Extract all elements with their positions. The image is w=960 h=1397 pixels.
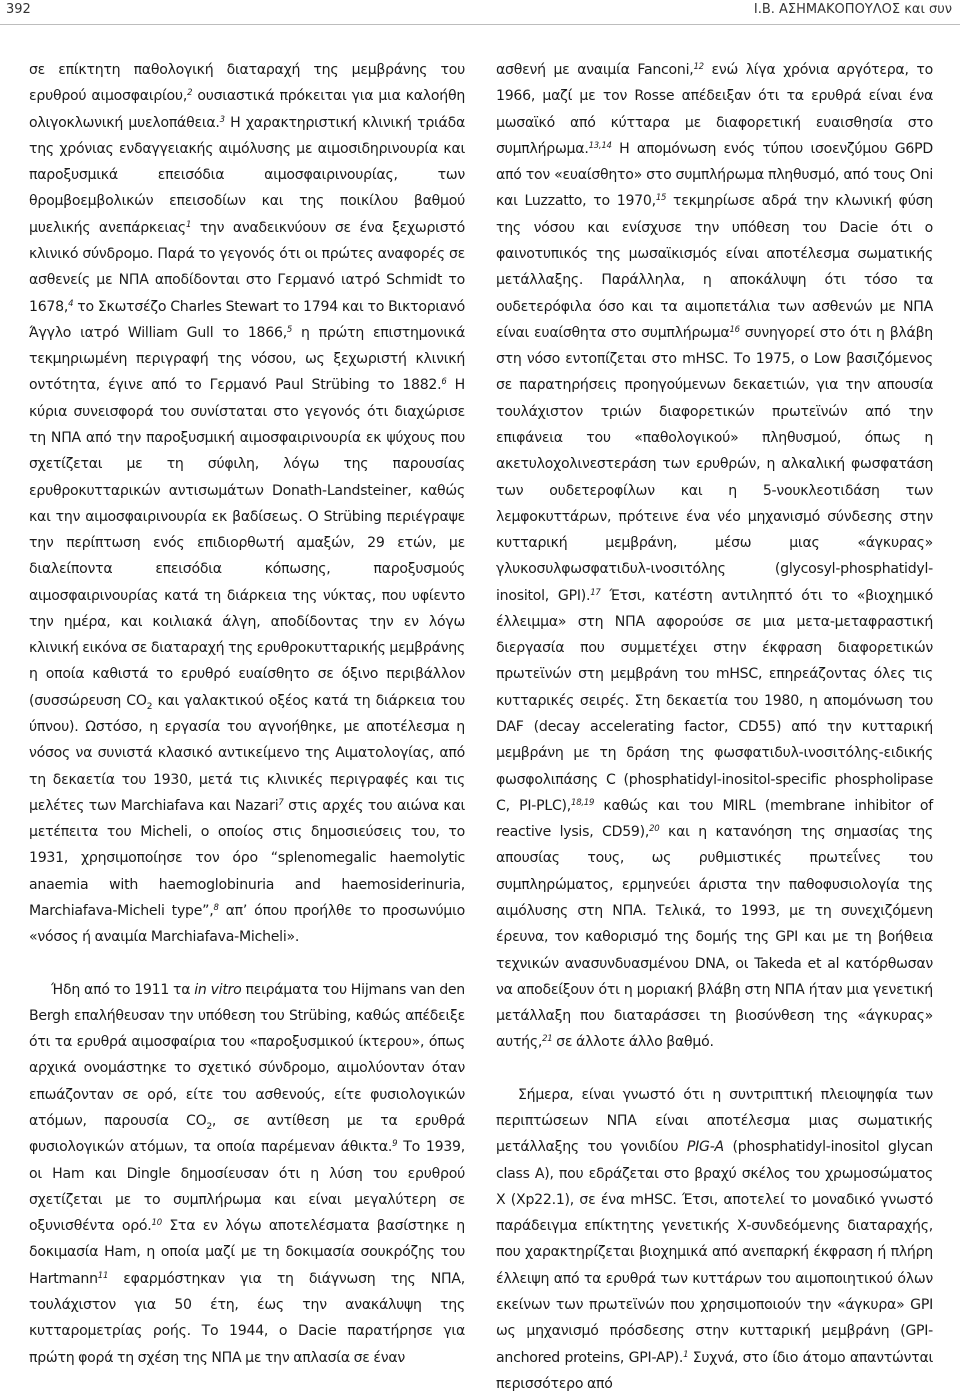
right-column bbox=[496, 57, 933, 1397]
citation: 21 bbox=[542, 1034, 553, 1045]
left-column bbox=[29, 57, 465, 1371]
citation: 7 bbox=[278, 797, 284, 808]
paragraph: Ήδη από το 1911 τα in vitro πειράματα του Hijmans van den Bergh επαλήθευσαν την υπόθεση του Strübing, καθώς απέδειξε ότι τα ερυθρά αιμοσφαίρια του «παροξυσμικού ίκτερου», όπως αρχικά ονομάστηκε το σχετικό σύνδρομο, αιμολύονταν όταν επωάζονταν σε ορό, είτε του ασθενούς, είτε φυσιολογικών ατόμων, παρουσία $CO_2$, σε αντίθεση με τα ερυθρά φυσιολογικών ατόμων, τα οποία παρέμεναν άθικτα.$^9$ Το 1939, οι Ham και Dingle δημοσίευσαν ότι η λύση του ερυθρού σχετίζεται με το συμπλήρωμα και είναι μεγαλύτερη σε οξυνισθέντα ορό.$^{10}$ Στα εν λόγω αποτελέσματα βασίστηκε η δοκιμασία Ham, η οποία μαζί με τη δοκιμασία σουκρόζης του Hartmann$^{11}$ εφαρμόστηκαν για τη διάγνωση της ΝΠΑ, τουλάχιστον για 50 έτη, έως την ανακάλυψη της κυτταρομετρίας ροής. Το 1944, ο Dacie παρατήρησε για πρώτη φορά τη σχέση της ΝΠΑ με την απλασία σε έναν bbox=[29, 981, 465, 1366]
citation: 20 bbox=[649, 824, 660, 835]
citation: 17 bbox=[590, 587, 601, 598]
citation: 11 bbox=[97, 1270, 109, 1281]
italic-term: PIG-A bbox=[686, 1139, 724, 1156]
citation: 5 bbox=[286, 324, 293, 335]
paragraph: σε επίκτητη παθολογική διαταραχή της μεμβράνης του ερυθρού αιμοσφαιρίου,$^2$ ουσιαστικά πρόκειται για μια καλοήθη ολιγοκλωνική μυελοπάθεια.$^3$ Η χαρακτηριστική κλινική τριάδα της χρόνιας ενδαγγειακής αιμόλυσης με αιμοσιδηρινουρία και παροξυσμικά επεισόδια αιμοσφαιρινουρίας, των θρομβοεμβολικών επεισοδίων και της ποικίλου βαθμού μυελικής ανεπάρκειας$^1$ την αναδεικνύουν σε ένα ξεχωριστό κλινικό σύνδρομο. Παρά το γεγονός ότι οι πρώτες αναφορές σε ασθενείς με ΝΠΑ αποδίδονται στο Γερμανό ιατρό Schmidt το 1678,$^4$ το Σκωτσέζο Charles Stewart το 1794 και το Βικτοριανό Άγγλο ιατρό William Gull το 1866,$^5$ η πρώτη επιστημονικά τεκμηριωμένη περιγραφή της νόσου, ως ξεχωριστή κλινική οντότητα, έγινε από το Γερμανό Paul Strübing το 1882.$^6$ Η κύρια συνεισφορά του συνίσταται στο γεγονός ότι διαχώρισε τη ΝΠΑ από την παροξυσμική αιμοσφαιρινουρία εκ ψύχους που σχετίζεται με τη σύφιλη, λόγω της παρουσίας ερυθροκυτταρικών αντισωμάτων Donath-Landsteiner, καθώς και την αιμοσφαιρινουρία εκ βαδίσεως. Ο Strübing περιέγραψε την περίπτωση ενός επιδιορθωτή αμαξών, 29 ετών, με διαλείποντα επεισόδια κόπωσης, παροξυσμούς αιμοσφαιρινουρίας κατά τη διάρκεια της νύκτας, που υφίεντο την ημέρα, και κοιλιακά άλγη, αποδίδοντας την εν λόγω κλινική εικόνα σε διαταραχή της ερυθροκυτταρικής μεμβράνης η οποία καθιστά το ερυθρό ευαίσθητο σε όξινο περιβάλλον (συσσώρευση $CO_2$ και γαλακτικού οξέος κατά τη διάρκεια του ύπνου). Ωστόσο, η εργασία του αγνοήθηκε, με αποτέλεσμα η νόσος να συνιστά κλασικό αντικείμενο της Αιματολογίας, από τη δεκαετία του 1930, μετά τις κλινικές περιγραφές και τις μελέτες των Marchiafava και Nazari$^7$ στις αρχές του αιώνα και μετέπειτα του Micheli, ο οποίος στις δημοσιεύσεις του, το 1931, χρησιμοποίησε τον όρο “splenomegalic haemolytic anaemia with haemoglobinuria and haemosiderinuria, Marchiafava-Micheli type”,$^8$ απ’ όπου προήλθε το προσωνύμιο «νόσος ή αναιμία Marchiafava-Micheli». bbox=[29, 62, 466, 946]
citation: 3 bbox=[219, 114, 225, 125]
running-head: I.B. ΑΣΗΜΑΚΟΠΟΥΛΟΣ και συν bbox=[753, 2, 952, 17]
page-number: 392 bbox=[6, 2, 31, 17]
italic-term: in vitro bbox=[194, 981, 242, 998]
citation: 18,19 bbox=[571, 797, 595, 808]
citation: 12 bbox=[693, 62, 704, 72]
paragraph: ασθενή με αναιμία Fanconi,$^{12}$ ενώ λίγα χρόνια αργότερα, το 1966, μαζί με τον Rosse απέδειξαν ότι τα ερυθρά είναι ένα μωσαϊκό από κύτταρα με διαφορετική ευαισθησία στο συμπλήρωμα.$^{13,14}$ Η απομόνωση ενός τύπου ισοενζύμου G6PD από τον «ευαίσθητο» στο συμπλήρωμα πληθυσμό, από τους Oni και Luzzatto, το 1970,15 τεκμηρίωσε αδρά την κλωνική φύση της νόσου και ενίσχυσε την υπόθεση του Dacie ότι ο φαινοτυπικός της μωσαϊκισμός είναι αποτέλεσμα σωματικής μετάλλαξης. Παράλληλα, η αποκάλυψη ότι τόσο τα ουδετερόφιλα όσο και τα αιμοπετάλια των ασθενών με ΝΠΑ είναι ευαίσθητα στο συμπλήρωμα$^{16}$ συνηγορεί στο ότι η βλάβη στη νόσο εντοπίζεται στο mHSC. Το 1975, ο Low βασιζόμενος σε παρατηρήσεις προηγούμενων δεκαετιών, για την απουσία τουλάχιστον τριών διαφορετικών πρωτεϊνών από την επιφάνεια του «παθολογικού» πληθυσμού, όπως η ακετυλοχολινεστεράση των ερυθρών, η αλκαλική φωσφατάση των ουδετεροφίλων και η 5-νουκλεοτιδάση των λεμφοκυττάρων, πρότεινε ένα νέο μηχανισμό σύνδεσης στην κυτταρική μεμβράνη, μέσω μιας «άγκυρας» γλυκοσυλφωσφατιδυλ-ινοσιτόλης (glycosyl-phosphatidyl-inositol, GPI).$^{17}$ Έτσι, κατέστη αντιληπτό ότι το «βιοχημικό έλλειμμα» στη ΝΠΑ αφορούσε σε μια μετα-μεταφραστική διεργασία που συμμετέχει στην έκφραση διαφορετικών πρωτεϊνών στη μεμβράνη του mHSC, επηρεάζοντας όλες τις κυτταρικές σειρές. Στη δεκαετία του 1980, η απομόνωση του DAF (decay accelerating factor, CD55) από την κυτταρική μεμβράνη με τη δράση της φωσφατιδυλ-ινοσιτόλης-ειδικής φωσφολιπάσης C (phosphatidyl-inositol-specific phospholipase C, PI-PLC),$^{18,19}$ καθώς και του MIRL (membrane inhibitor of reactive lysis, CD59),$^{20}$ και η κατανόηση της σημασίας της απουσίας τους, ως ρυθμιστικές πρωτεΐνες του συμπληρώματος, ερμηνεύει άριστα την παθοφυσιολογία της αιμόλυσης στη ΝΠΑ. Τελικά, το 1993, με τη συνεχιζόμενη έρευνα, τον καθορισμό της δομής της GPI και με τη βοήθεια τεχνικών ανασυνδυασμένου DNA, οι Takeda et al κατόρθωσαν να αποδείξουν ότι η μοριακή βλάβη στη ΝΠΑ ήταν μια γενετική μετάλλαξη που διαταράσσει τη βιοσύνθεση της «άγκυρας» αυτής,$^{21}$ σε άλλοτε άλλο βαθμό. bbox=[496, 62, 933, 1051]
citation: 10 bbox=[151, 1218, 162, 1229]
citation: 9 bbox=[392, 1139, 398, 1150]
page-header bbox=[0, 0, 960, 25]
citation: 13,14 bbox=[588, 140, 612, 151]
citation: 1 bbox=[185, 219, 192, 230]
citation: 6 bbox=[441, 377, 447, 388]
citation: 2 bbox=[187, 88, 193, 99]
paragraph: Σήμερα, είναι γνωστό ότι η συντριπτική πλειοψηφία των περιπτώσεων ΝΠΑ είναι αποτέλεσμα μιας σωματικής μετάλλαξης του γονιδίου PIG-A (phosphatidyl-inositol glycan class A), που εδράζεται στο βραχύ σκέλος του χρωμοσώματος Χ (Χp22.1), σε ένα mHSC. Έτσι, αποτελεί το μοναδικό γνωστό παράδειγμα επίκτητης γενετικής Χ-συνδεόμενης διαταραχής, που χαρακτηρίζεται βιοχημικά από ανεπαρκή έκφραση ή πλήρη έλλειψη από τα ερυθρά των κυττάρων του αιμοποιητικού όλων εκείνων των πρωτεϊνών που χρησιμοποιούν την «άγκυρα» GPI ως μηχανισμό πρόσδεσης στην κυτταρική μεμβράνη (GPI-anchored proteins, GPI-AP).$^1$ Συχνά, στο ίδιο άτομο απαντώνται περισσότερο από bbox=[496, 1086, 933, 1392]
citation: 15 bbox=[655, 193, 667, 204]
subscript: 2 bbox=[206, 1121, 212, 1132]
citation: 16 bbox=[729, 324, 740, 335]
subscript: 2 bbox=[146, 701, 153, 712]
citation: 4 bbox=[68, 298, 74, 309]
citation: 8 bbox=[213, 903, 219, 913]
citation: 1 bbox=[683, 1349, 689, 1360]
